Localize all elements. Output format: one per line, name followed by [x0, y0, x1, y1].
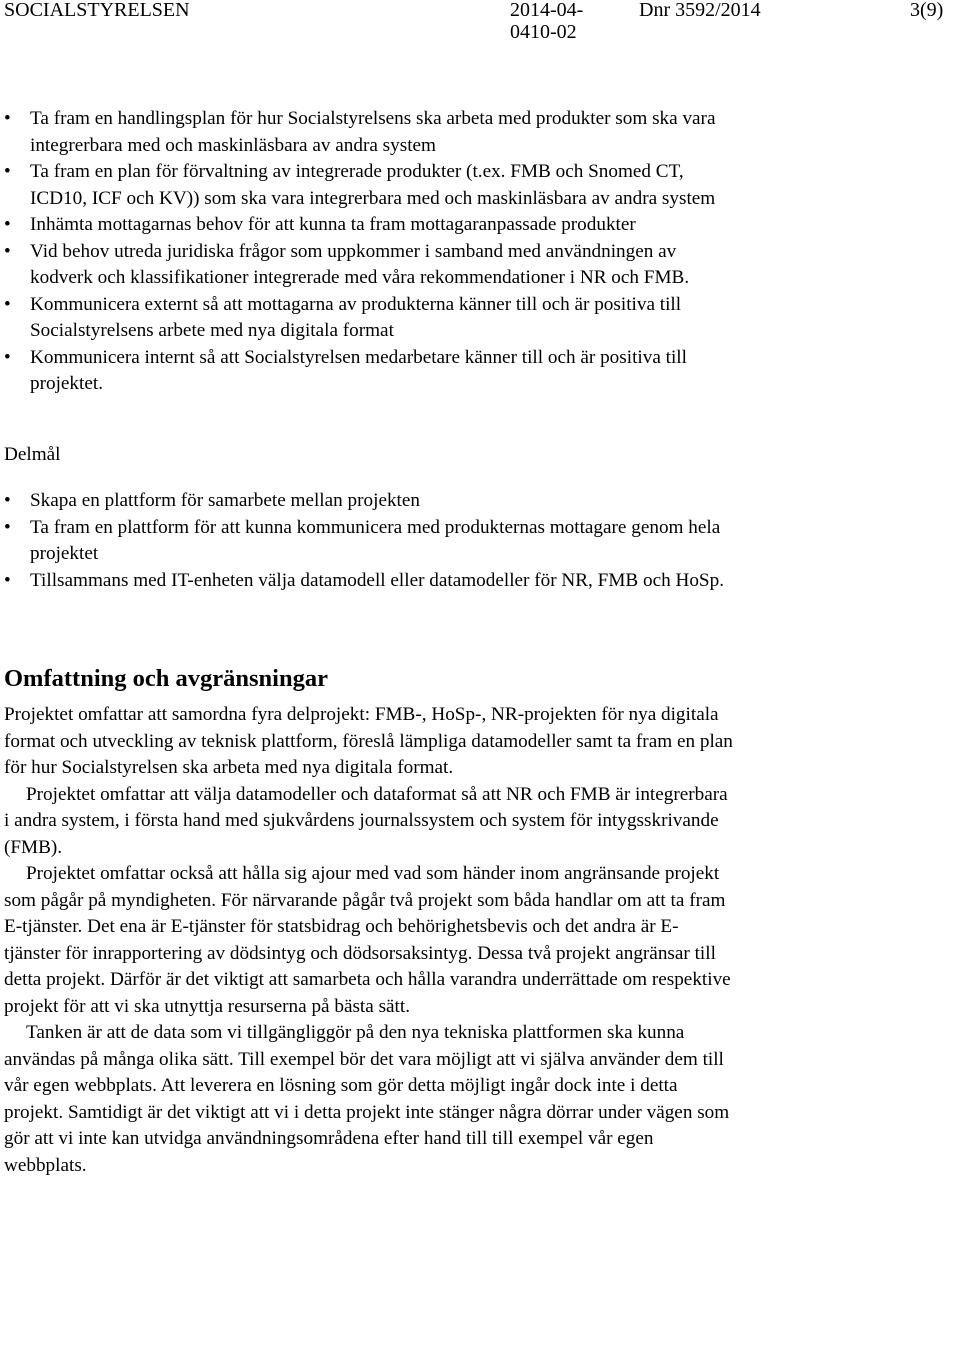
list-item: [4, 239, 734, 292]
list-item-text: Kommunicera externt så att mottagarna av produkterna känner till och är positiva till Socialstyrelsens arbete med nya digitala format: [30, 293, 682, 341]
paragraph: Projektet omfattar att samordna fyra delprojekt: FMB-, HoSp-, NR-projekten för nya digitala format och utveckling av teknisk plattform, föreslå lämpliga datamodeller samt ta fram en plan för hur Socialstyrelsen ska arbeta med nya digitala format.: [4, 704, 733, 778]
bullet-icon: •: [4, 108, 11, 129]
section-heading: Omfattning och avgränsningar: [4, 665, 328, 692]
paragraph: Projektet omfattar också att hålla sig ajour med vad som händer inom angränsande projekt som pågår på myndigheten. För närvarande pågår två projekt som båda handlar om att ta fram E-tjänster. Det ena är E-tjänster för statsbidrag och behörighetsbevis och det andra är E-tjänster för inrapportering av dödsintyg och dödsorsaksintyg. Dessa två projekt angränsar till detta projekt. Därför är det viktigt att samarbeta och hålla varandra underrättade om respektive projekt för att vi ska utnyttja resurserna på bästa sätt.: [4, 863, 731, 1017]
list-item-text: Ta fram en plattform för att kunna kommunicera med produkternas mottagare genom hela projektet: [30, 516, 721, 564]
list-item-text: Ta fram en handlingsplan för hur Socialstyrelsens ska arbeta med produkter som ska vara integrerbara med och maskinläsbara av andra system: [30, 108, 716, 156]
list-item: [4, 515, 734, 568]
bullet-icon: •: [4, 161, 11, 182]
list-item: [4, 345, 734, 398]
header-organization: SOCIALSTYRELSEN: [4, 0, 190, 21]
list-item: [4, 292, 734, 345]
paragraph: Tanken är att de data som vi tillgängliggör på den nya tekniska plattformen ska kunna användas på många olika sätt. Till exempel bör det vara möjligt att vi själva använder dem till vår egen webbplats. Att leverera en lösning som gör detta möjligt ingår dock inte i detta projekt. Samtidigt är det viktigt att vi i detta projekt inte stänger några dörrar under vägen som gör att vi inte kan utvidga användningsområdena efter hand till till exempel vår egen webbplats.: [4, 1022, 730, 1176]
bullet-icon: •: [4, 346, 11, 368]
header-date: 2014-04-0410-02: [510, 0, 584, 43]
list-item-text: Vid behov utreda juridiska frågor som uppkommer i samband med användningen av kodverk och klassifikationer integrerade med våra rekommendationer i NR och FMB.: [30, 240, 690, 288]
document-body: [4, 106, 734, 1179]
bullet-icon: •: [4, 490, 11, 511]
bullet-icon: •: [4, 569, 11, 591]
list-item: [4, 159, 734, 212]
header-page-number: 3(9): [910, 0, 944, 21]
list-item: [4, 488, 734, 515]
bullet-icon: •: [4, 214, 11, 235]
list-item-text: Ta fram en plan för förvaltning av integrerade produkter (t.ex. FMB och Snomed CT, ICD10, ICF och KV)) som ska vara integrerbara med och maskinläsbara av andra system: [30, 161, 716, 209]
list-item-text: Kommunicera internt så att Socialstyrelsen medarbetare känner till och är positiva till projektet.: [30, 346, 687, 394]
list-item: [4, 106, 734, 159]
list-item-text: Skapa en plattform för samarbete mellan projekten: [30, 490, 420, 511]
list-item: [4, 568, 734, 595]
list-item: [4, 212, 734, 239]
list-item-text: Tillsammans med IT-enheten välja datamodell eller datamodeller för NR, FMB och HoSp.: [30, 569, 724, 591]
page-header: [0, 0, 960, 44]
list-item-text: Inhämta mottagarnas behov för att kunna ta fram mottagaranpassade produkter: [30, 214, 636, 235]
delmal-label: Delmål: [4, 443, 61, 465]
bullet-icon: •: [4, 293, 11, 315]
paragraph: Projektet omfattar att välja datamodeller och dataformat så att NR och FMB är integrerbara i andra system, i första hand med sjukvårdens journalssystem och system för intygsskrivande (FMB).: [4, 783, 728, 858]
bullet-icon: •: [4, 516, 11, 538]
delmal-bullet-list: [4, 488, 734, 594]
header-dnr: Dnr 3592/2014: [639, 0, 761, 21]
bullet-icon: •: [4, 240, 11, 262]
goals-bullet-list: [4, 106, 734, 398]
